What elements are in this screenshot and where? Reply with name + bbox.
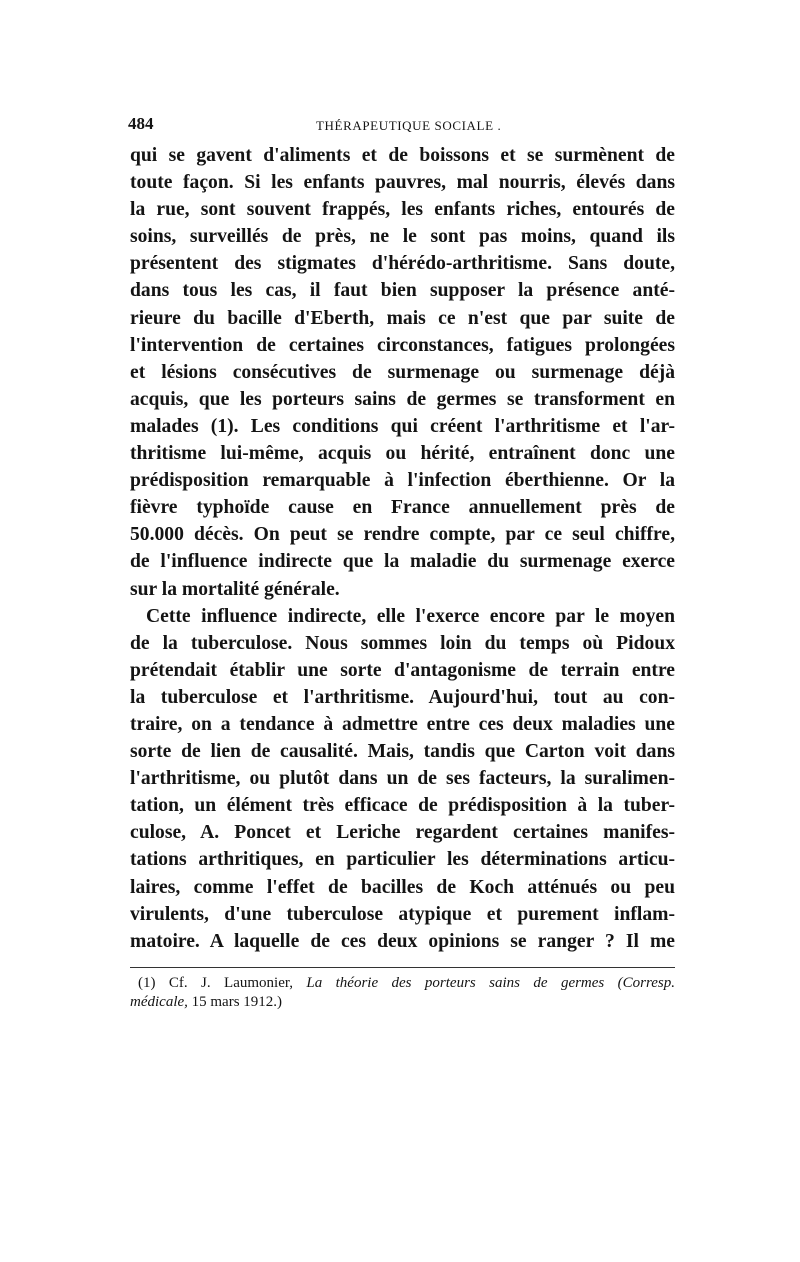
text-line: fièvre typhoïde cause en France annuellement près de	[130, 497, 675, 519]
paragraph-2	[130, 603, 675, 955]
text-line: de l'influence indirecte que la maladie du surmenage exerce	[130, 551, 675, 573]
text-line: laires, comme l'effet de bacilles de Koch atténués ou peu	[130, 876, 675, 898]
footnote-title: La théorie des porteurs sains de germes (Corresp.	[306, 974, 676, 991]
running-title: THÉRAPEUTIQUE SOCIALE .	[316, 118, 502, 133]
text-line: culose, A. Poncet et Leriche regardent certaines manifes-	[130, 822, 675, 844]
text-line: acquis, que les porteurs sains de germes se transforment en	[130, 388, 675, 410]
footnote	[130, 974, 675, 1012]
page-number: 484	[128, 114, 154, 133]
text-line: tation, un élément très efficace de prédisposition à la tuber-	[130, 795, 675, 817]
text-line: Cette influence indirecte, elle l'exerce encore par le moyen	[146, 605, 675, 627]
footnote-line	[130, 974, 675, 993]
text-line: prétendait établir une sorte d'antagonisme de terrain entre	[130, 659, 675, 681]
text-line: l'arthritisme, ou plutôt dans un de ses facteurs, la suralimen-	[130, 768, 675, 790]
text-line: prédisposition remarquable à l'infection éberthienne. Or la	[130, 470, 675, 492]
text-line: toute façon. Si les enfants pauvres, mal nourris, élevés dans	[130, 172, 675, 194]
text-line: et lésions consécutives de surmenage ou surmenage déjà	[130, 361, 675, 383]
book-page	[130, 112, 675, 1012]
footnote-marker: (1)	[138, 974, 156, 991]
text-line: virulents, d'une tuberculose atypique et purement inflam-	[130, 903, 675, 925]
text-line: rieure du bacille d'Eberth, mais ce n'est que par suite de	[130, 307, 675, 329]
page-header	[130, 112, 675, 142]
footnote-line	[130, 993, 675, 1012]
text-line: l'intervention de certaines circonstances, fatigues prolongées	[130, 334, 675, 356]
text-line: 50.000 décès. On peut se rendre compte, par ce seul chiffre,	[130, 524, 675, 546]
text-line: qui se gavent d'aliments et de boissons et se surmènent de	[130, 145, 675, 166]
footnote-prefix: Cf. J. Laumonier,	[168, 974, 293, 991]
text-line: de la tuberculose. Nous sommes loin du temps où Pidoux	[130, 632, 675, 654]
text-line: matoire. A laquelle de ces deux opinions se ranger ? Il me	[130, 930, 675, 952]
text-line: tations arthritiques, en particulier les déterminations articu-	[130, 849, 675, 871]
text-line: présentent des stigmates d'hérédo-arthritisme. Sans doute,	[130, 253, 675, 275]
text-line: la tuberculose et l'arthritisme. Aujourd'hui, tout au con-	[130, 686, 675, 708]
text-line: sorte de lien de causalité. Mais, tandis que Carton voit dans	[130, 741, 675, 763]
text-line: malades (1). Les conditions qui créent l'arthritisme et l'ar-	[130, 415, 675, 437]
footnote-date: 15 mars 1912.)	[191, 993, 283, 1010]
text-line: thritisme lui-même, acquis ou hérité, entraînent donc une	[130, 443, 675, 465]
footnote-title-cont: médicale,	[130, 993, 188, 1010]
paragraph-1	[130, 142, 675, 603]
text-line: sur la mortalité générale.	[130, 578, 340, 600]
footnote-divider	[130, 967, 675, 968]
text-line: traire, on a tendance à admettre entre ces deux maladies une	[130, 713, 675, 735]
text-line: dans tous les cas, il faut bien supposer la présence anté-	[130, 280, 675, 302]
text-line: la rue, sont souvent frappés, les enfants riches, entourés de	[130, 199, 675, 221]
text-line: soins, surveillés de près, ne le sont pas moins, quand ils	[130, 226, 675, 248]
